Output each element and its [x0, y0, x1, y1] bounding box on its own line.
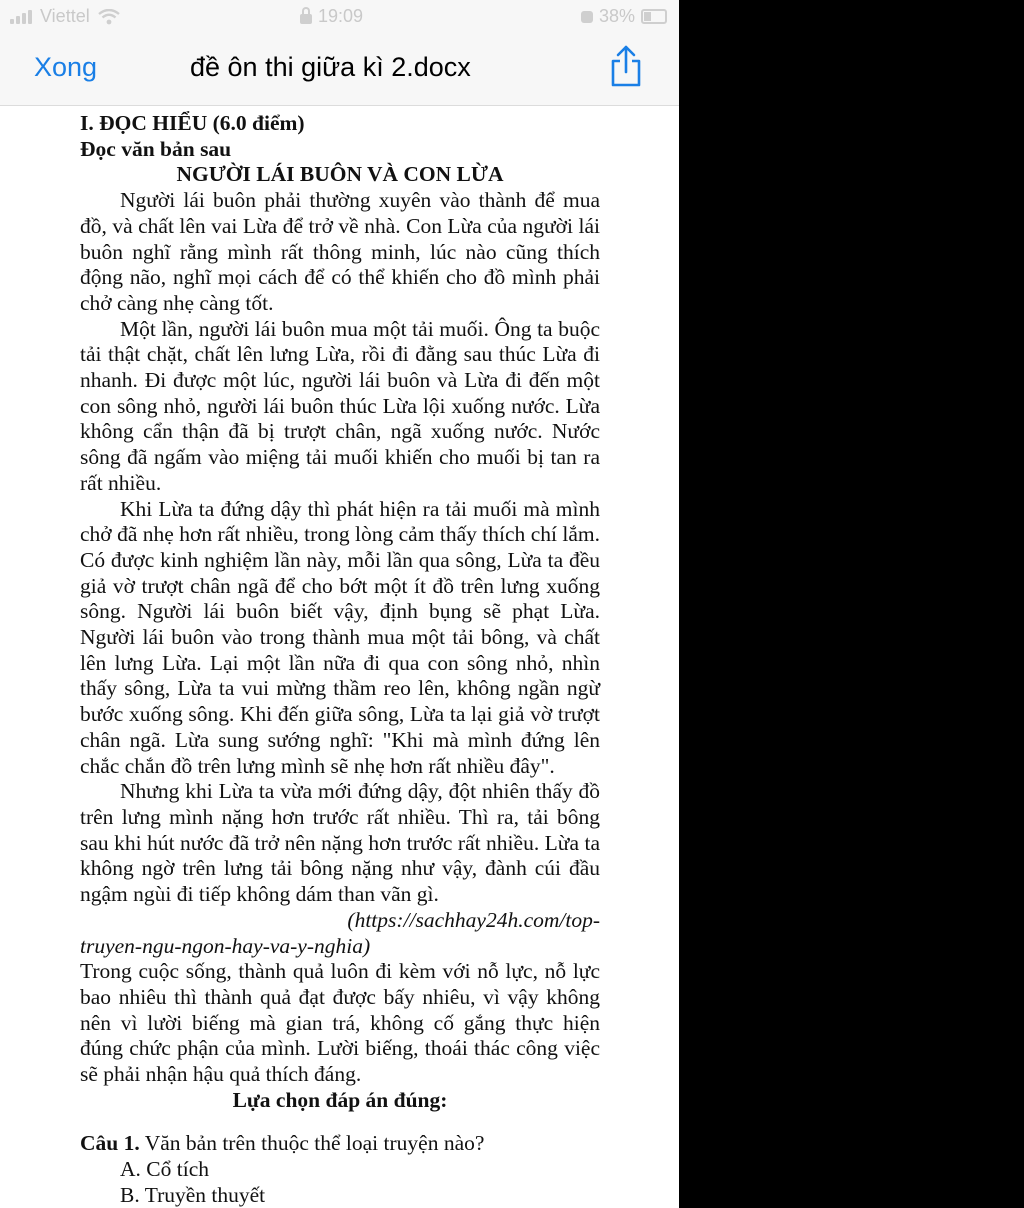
lock-icon — [300, 14, 312, 24]
status-time: 19:09 — [318, 6, 364, 26]
done-button[interactable]: Xong — [34, 52, 98, 82]
document-title: đề ôn thi giữa kì 2.docx — [190, 52, 471, 82]
story-paragraph: Khi Lừa ta đứng dậy thì phát hiện ra tải muối mà mình chở đã nhẹ hơn rất nhiều, trong lòng cảm thấy thích chí lắm. Có được kinh nghiệm lần này, mỗi lần qua sông, Lừa ta đều giả vờ trượt chân ngã để cho bớt một ít đồ trên lưng xuống sông. Người lái buôn biết vậy, định bụng sẽ phạt Lừa. Người lái buôn vào trong thành mua một tải bông, và chất lên lưng Lừa. Lại một lần nữa đi qua con sông nhỏ, nhìn thấy sông, Lừa ta vui mừng thầm reo lên, không ngần ngừ bước xuống sông. Khi đến giữa sông, Lừa ta lại giả vờ trượt chân ngã. Lừa sung sướng nghĩ: "Khi mà mình đứng lên chắc chắn đồ trên lưng mình sẽ nhẹ hơn rất nhiều đây". — [80, 496, 600, 778]
share-button[interactable] — [606, 44, 646, 90]
nav-bar — [0, 34, 679, 106]
share-icon — [608, 44, 644, 88]
choose-heading: Lựa chọn đáp án đúng: — [232, 1087, 448, 1112]
question-1-option-b: B. Truyền thuyết — [120, 1182, 266, 1207]
story-paragraph: Một lần, người lái buôn mua một tải muối. Ông ta buộc tải thật chặt, chất lên lưng Lừa, rồi đi đằng sau thúc Lừa đi nhanh. Đi được một lúc, người lái buôn và Lừa đi đến một con sông nhỏ, người lái buôn thúc Lừa lội xuống nước. Lừa không cẩn thận đã bị trượt chân, ngã xuống nước. Nước sông đã ngấm vào miệng tải muối khiến cho muối bị tan ra rất nhiều. — [80, 316, 600, 495]
signal-icon — [10, 10, 32, 24]
wifi-icon — [98, 9, 120, 25]
instruction: Đọc văn bản sau — [80, 136, 232, 161]
question-1 — [80, 1131, 600, 1157]
source-line-2: truyen-ngu-ngon-hay-va-y-nghia) — [80, 933, 371, 958]
moral-paragraph: Trong cuộc sống, thành quả luôn đi kèm với nỗ lực, nỗ lực bao nhiêu thì thành quả đạt được bấy nhiêu, vì vậy không nên vì lười biếng mà gian trá, không cố gắng thực hiện đúng chức phận của mình. Lười biếng, thoái thác công việc sẽ phải nhận hậu quả thích đáng. — [80, 959, 600, 1087]
battery-icon — [641, 9, 667, 24]
orientation-lock-icon — [581, 11, 593, 23]
source-line-1: (https://sachhay24h.com/top- — [347, 907, 600, 932]
story-title: NGƯỜI LÁI BUÔN VÀ CON LỪA — [176, 162, 504, 187]
story-paragraph: Nhưng khi Lừa ta vừa mới đứng dậy, đột nhiên thấy đồ trên lưng mình nặng hơn trước rất nhiều. Thì ra, tải bông sau khi hút nước đã trở nên nặng hơn trước rất nhiều. Lừa ta không ngờ trên lưng tải bông nặng như vậy, đành cúi đầu ngậm ngùi đi tiếp không dám than vãn gì. — [80, 779, 600, 907]
question-1-option-a: A. Cổ tích — [120, 1157, 209, 1182]
status-bar — [0, 0, 679, 34]
section-heading: I. ĐỌC HIỂU (6.0 điểm) — [80, 111, 305, 135]
status-left — [10, 6, 120, 27]
battery-percent: 38% — [598, 6, 635, 26]
story-paragraph: Người lái buôn phải thường xuyên vào thành để mua đồ, và chất lên vai Lừa để trở về nhà. Con Lừa của người lái buôn nghĩ rằng mình rất thông minh, lúc nào cũng thích động não, nghĩ mọi cách để có thể khiến cho đồ mình phải chở càng nhẹ càng tốt. — [80, 188, 600, 315]
document-body — [80, 111, 600, 1208]
question-1-label: Câu 1. — [80, 1131, 140, 1156]
status-center — [300, 6, 363, 27]
carrier-label: Viettel — [40, 6, 90, 26]
question-1-text: Văn bản trên thuộc thể loại truyện nào? — [139, 1131, 485, 1156]
status-right — [581, 6, 667, 27]
